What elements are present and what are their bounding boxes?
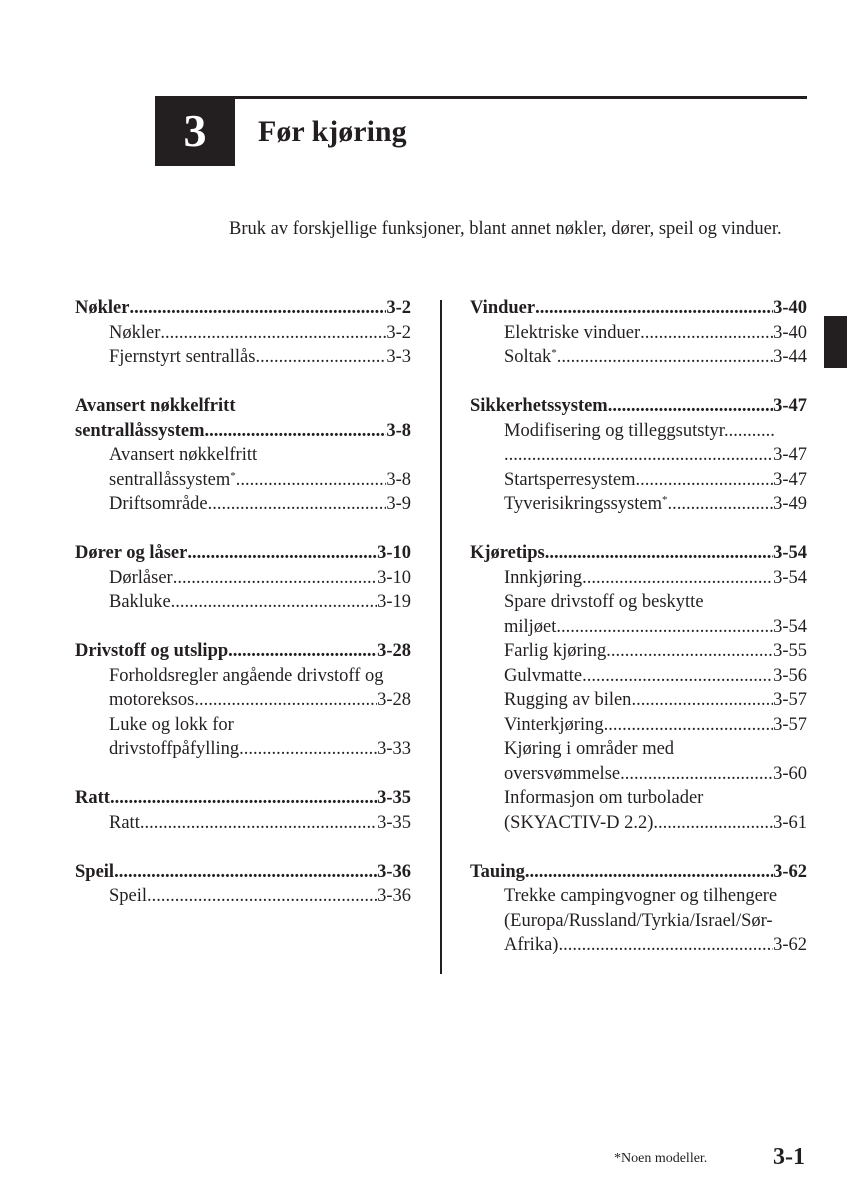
toc-entry[interactable]: Farlig kjøring ..... 3-55 xyxy=(470,639,807,664)
toc-heading[interactable]: Sikkerhetssystem ..... 3-47 xyxy=(470,394,807,419)
toc-entry[interactable]: Startsperresystem ..... 3-47 xyxy=(470,468,807,493)
toc-entry[interactable]: Speil ..... 3-36 xyxy=(75,884,411,909)
toc-left-column xyxy=(75,296,411,933)
chapter-number-box xyxy=(155,96,235,166)
chapter-title: Før kjøring xyxy=(258,115,407,148)
chapter-side-tab xyxy=(824,316,847,368)
toc-entry[interactable]: Ratt ..... 3-35 xyxy=(75,811,411,836)
model-footnote-marker: * xyxy=(551,347,557,359)
toc-entry-line: Trekke campingvogner og tilhengere xyxy=(504,886,778,906)
footnote: *Noen modeller. xyxy=(614,1151,708,1166)
toc-entry[interactable]: Rugging av bilen ..... 3-57 xyxy=(470,688,807,713)
toc-section-ratt xyxy=(75,786,411,835)
model-footnote-marker: * xyxy=(662,494,668,506)
toc-entry[interactable]: sentrallåssystem* ..... 3-8 xyxy=(75,468,411,493)
toc-entry[interactable]: Driftsområde ..... 3-9 xyxy=(75,492,411,517)
chapter-number: 3 xyxy=(183,105,207,156)
page-number: 3-1 xyxy=(773,1144,805,1170)
toc-section-vinduer xyxy=(470,296,807,370)
toc-entry-line: Modifisering og tilleggsutstyr........... xyxy=(504,420,775,441)
toc-entry-line: Informasjon om turbolader xyxy=(504,788,704,808)
toc-entry[interactable]: Soltak* ..... 3-44 xyxy=(470,345,807,370)
toc-heading[interactable]: sentrallåssystem ..... 3-8 xyxy=(75,419,411,444)
toc-heading[interactable]: Nøkler ..... 3-2 xyxy=(75,296,411,321)
toc-heading[interactable]: Vinduer ..... 3-40 xyxy=(470,296,807,321)
toc-section-drivstoff xyxy=(75,639,411,762)
toc-section-nokler xyxy=(75,296,411,370)
toc-heading-line: Avansert nøkkelfritt xyxy=(75,396,236,416)
toc-section-dorer xyxy=(75,541,411,615)
header-rule xyxy=(155,96,807,99)
toc-section-tauing xyxy=(470,860,807,958)
toc-heading[interactable]: Speil ..... 3-36 xyxy=(75,860,411,885)
toc-heading[interactable]: Kjøretips ..... 3-54 xyxy=(470,541,807,566)
toc-entry[interactable]: Fjernstyrt sentrallås ..... 3-3 xyxy=(75,345,411,370)
toc-entry-line: Forholdsregler angående drivstoff og xyxy=(109,665,384,686)
toc-entry[interactable]: Dørlåser ..... 3-10 xyxy=(75,566,411,591)
toc-entry-line: Kjøring i områder med xyxy=(504,739,675,759)
toc-entry[interactable]: oversvømmelse ..... 3-60 xyxy=(470,762,807,787)
toc-heading[interactable]: Dører og låser ..... 3-10 xyxy=(75,541,411,566)
toc-entry[interactable]: Bakluke ..... 3-19 xyxy=(75,590,411,615)
toc-entry-line: (Europa/Russland/Tyrkia/Israel/Sør- xyxy=(504,910,773,931)
toc-heading[interactable]: Ratt ..... 3-35 xyxy=(75,786,411,811)
toc-section-speil xyxy=(75,860,411,909)
toc-entry[interactable]: motoreksos ..... 3-28 xyxy=(75,688,411,713)
toc-entry[interactable]: Vinterkjøring ..... 3-57 xyxy=(470,713,807,738)
toc-heading[interactable]: Drivstoff og utslipp ..... 3-28 xyxy=(75,639,411,664)
toc-entry[interactable]: Gulvmatte ..... 3-56 xyxy=(470,664,807,689)
toc-section-kjoretips xyxy=(470,541,807,835)
model-footnote-marker: * xyxy=(230,469,236,482)
toc-section-nokkelfritt xyxy=(75,394,411,517)
chapter-intro: Bruk av forskjellige funksjoner, blant annet nøkler, dører, speil og vinduer. xyxy=(229,219,782,239)
toc-entry[interactable]: Nøkler ..... 3-2 xyxy=(75,321,411,346)
toc-entry[interactable]: drivstoffpåfylling ..... 3-33 xyxy=(75,737,411,762)
toc-entry[interactable]: Afrika) ..... 3-62 xyxy=(470,933,807,958)
toc-entry[interactable]: ..... 3-47 xyxy=(470,443,807,468)
toc-entry[interactable]: miljøet ..... 3-54 xyxy=(470,615,807,640)
toc-entry[interactable]: (SKYACTIV-D 2.2) ..... 3-61 xyxy=(470,811,807,836)
toc-entry-line: Spare drivstoff og beskytte xyxy=(504,592,704,612)
column-divider xyxy=(440,300,442,974)
toc-entry[interactable]: Elektriske vinduer ..... 3-40 xyxy=(470,321,807,346)
toc-right-column xyxy=(470,296,807,982)
toc-heading[interactable]: Tauing ..... 3-62 xyxy=(470,860,807,885)
toc-entry-line: Avansert nøkkelfritt xyxy=(109,445,258,465)
toc-section-sikkerhet xyxy=(470,394,807,517)
toc-entry-line: Luke og lokk for xyxy=(109,714,234,735)
toc-entry[interactable]: Tyverisikringssystem* ..... 3-49 xyxy=(470,492,807,517)
toc-entry[interactable]: Innkjøring ..... 3-54 xyxy=(470,566,807,591)
